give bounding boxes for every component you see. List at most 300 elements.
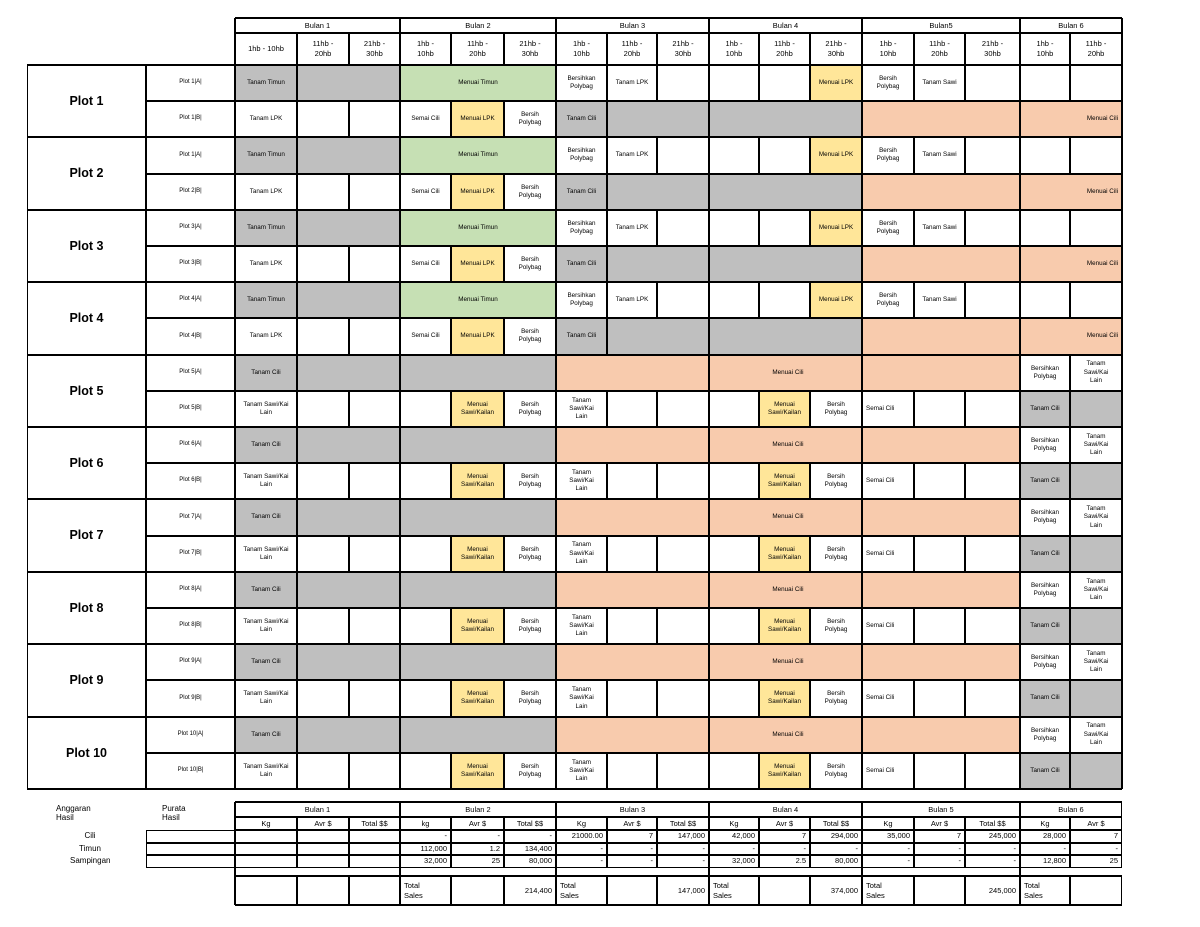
schedule-cell: Menuai Sawi/Kailan bbox=[451, 608, 504, 644]
schedule-cell bbox=[349, 463, 400, 499]
subplot-label: Plot 7|B| bbox=[146, 536, 235, 572]
summary-rule bbox=[235, 875, 1122, 877]
schedule-cell: Menuai Cili bbox=[556, 572, 1020, 608]
schedule-cell bbox=[297, 174, 349, 210]
month-header: Bulan 6 bbox=[1020, 18, 1122, 33]
summary-subheader: Kg bbox=[862, 817, 914, 830]
schedule-cell: Tanam Sawi/Kai Lain bbox=[556, 753, 607, 789]
summary-subheader: Avr $ bbox=[451, 817, 504, 830]
summary-value: 7 bbox=[607, 830, 657, 843]
schedule-cell bbox=[759, 65, 810, 101]
schedule-cell bbox=[1020, 282, 1070, 318]
period-header: 1hb - 10hb bbox=[709, 33, 759, 65]
schedule-cell: Tanam LPK bbox=[607, 137, 657, 173]
schedule-cell bbox=[657, 680, 709, 716]
plot-label: Plot 9 bbox=[27, 644, 146, 716]
schedule-cell bbox=[759, 210, 810, 246]
month-header: Bulan 1 bbox=[235, 18, 400, 33]
schedule-cell: Tanam LPK bbox=[607, 282, 657, 318]
summary-total-cell bbox=[759, 876, 810, 905]
schedule-cell: Tanam LPK bbox=[607, 65, 657, 101]
schedule-cell: Menuai Sawi/Kailan bbox=[759, 608, 810, 644]
summary-subheader: Avr $ bbox=[607, 817, 657, 830]
summary-month-header: Bulan 1 bbox=[235, 802, 400, 817]
period-header: 21hb - 30hb bbox=[657, 33, 709, 65]
total-sales-label: Total Sales bbox=[1020, 876, 1070, 905]
schedule-cell bbox=[914, 463, 965, 499]
schedule-cell: Tanam Sawi/Kai Lain bbox=[556, 608, 607, 644]
summary-subheader: Kg bbox=[235, 817, 297, 830]
summary-value: - bbox=[504, 830, 556, 843]
summary-value: - bbox=[657, 843, 709, 856]
summary-value bbox=[297, 843, 349, 856]
schedule-cell bbox=[297, 101, 349, 137]
schedule-cell: Bersihkan Polybag bbox=[1020, 572, 1070, 608]
schedule-cell: Tanam Sawi/Kai Lain bbox=[1070, 717, 1122, 753]
schedule-cell: Tanam LPK bbox=[235, 246, 297, 282]
summary-subheader: kg bbox=[400, 817, 451, 830]
period-header: 11hb - 20hb bbox=[451, 33, 504, 65]
summary-value: - bbox=[914, 855, 965, 868]
summary-value bbox=[349, 855, 400, 868]
schedule-cell: Tanam Timun bbox=[235, 137, 297, 173]
schedule-cell bbox=[709, 282, 759, 318]
schedule-cell bbox=[607, 101, 709, 137]
schedule-cell: Menuai LPK bbox=[810, 65, 862, 101]
schedule-cell bbox=[297, 246, 349, 282]
total-sales-label: Total Sales bbox=[400, 876, 451, 905]
schedule-cell bbox=[709, 753, 759, 789]
summary-month-separator bbox=[1019, 802, 1021, 905]
total-sales-value: 214,400 bbox=[504, 876, 556, 905]
schedule-cell: Menuai LPK bbox=[451, 246, 504, 282]
schedule-cell: Menuai LPK bbox=[451, 318, 504, 354]
summary-value: - bbox=[556, 855, 607, 868]
schedule-cell bbox=[297, 572, 400, 608]
schedule-cell bbox=[709, 210, 759, 246]
plot-separator bbox=[27, 643, 1122, 645]
summary-row-label: Sampingan bbox=[70, 856, 111, 865]
schedule-cell bbox=[297, 282, 400, 318]
schedule-cell bbox=[297, 463, 349, 499]
summary-total-cell bbox=[451, 876, 504, 905]
schedule-cell bbox=[965, 282, 1020, 318]
schedule-cell: Bersihkan Polybag bbox=[556, 65, 607, 101]
schedule-cell: Menuai Cili bbox=[556, 355, 1020, 391]
summary-value: 134,400 bbox=[504, 843, 556, 856]
plot-separator bbox=[27, 209, 1122, 211]
summary-subheader: Avr $ bbox=[1070, 817, 1122, 830]
schedule-cell bbox=[657, 536, 709, 572]
month-separator bbox=[234, 18, 236, 789]
schedule-cell: Menuai Sawi/Kailan bbox=[451, 753, 504, 789]
schedule-cell bbox=[1070, 463, 1122, 499]
schedule-cell bbox=[607, 536, 657, 572]
summary-value: - bbox=[709, 843, 759, 856]
month-separator bbox=[708, 18, 710, 789]
schedule-cell bbox=[297, 65, 400, 101]
schedule-cell bbox=[400, 644, 556, 680]
schedule-cell bbox=[759, 282, 810, 318]
summary-subheader: Kg bbox=[709, 817, 759, 830]
summary-rule bbox=[235, 904, 1122, 906]
anggaran-label: Anggaran Hasil bbox=[56, 804, 91, 822]
schedule-cell: Menuai LPK bbox=[810, 137, 862, 173]
summary-subheader: Avr $ bbox=[759, 817, 810, 830]
schedule-cell: Menuai Sawi/Kailan bbox=[759, 391, 810, 427]
schedule-cell: Menuai LPK bbox=[810, 210, 862, 246]
schedule-cell: Tanam Cili bbox=[1020, 463, 1070, 499]
schedule-cell: Bersihkan Polybag bbox=[1020, 717, 1070, 753]
schedule-cell: Tanam Timun bbox=[235, 210, 297, 246]
summary-value bbox=[235, 830, 297, 843]
summary-value: 32,000 bbox=[709, 855, 759, 868]
schedule-cell bbox=[297, 499, 400, 535]
schedule-cell bbox=[349, 680, 400, 716]
summary-value: 147,000 bbox=[657, 830, 709, 843]
schedule-cell bbox=[400, 499, 556, 535]
schedule-cell bbox=[709, 680, 759, 716]
schedule-cell: Bersihkan Polybag bbox=[556, 137, 607, 173]
purata-cell bbox=[146, 843, 235, 856]
summary-value bbox=[349, 830, 400, 843]
subplot-label: Plot 3|A| bbox=[146, 210, 235, 246]
summary-month-header: Bulan 4 bbox=[709, 802, 862, 817]
summary-month-separator bbox=[861, 802, 863, 905]
schedule-cell: Tanam Cili bbox=[235, 717, 297, 753]
schedule-cell: Tanam Sawi bbox=[914, 282, 965, 318]
subplot-label: Plot 1|B| bbox=[146, 101, 235, 137]
schedule-cell bbox=[914, 391, 965, 427]
summary-subheader: Total $$ bbox=[504, 817, 556, 830]
schedule-cell bbox=[965, 210, 1020, 246]
schedule-cell bbox=[1070, 608, 1122, 644]
period-header: 1hb - 10hb bbox=[1020, 33, 1070, 65]
subplot-label: Plot 5|B| bbox=[146, 391, 235, 427]
subplot-label: Plot 10|B| bbox=[146, 753, 235, 789]
month-header: Bulan 2 bbox=[400, 18, 556, 33]
summary-value: - bbox=[400, 830, 451, 843]
summary-value: - bbox=[965, 843, 1020, 856]
summary-month-header: Bulan 5 bbox=[862, 802, 1020, 817]
header-rule bbox=[235, 17, 1122, 19]
summary-subheader: Total $$ bbox=[965, 817, 1020, 830]
schedule-cell: Tanam Cili bbox=[1020, 536, 1070, 572]
period-header: 21hb - 30hb bbox=[965, 33, 1020, 65]
total-sales-value: 245,000 bbox=[965, 876, 1020, 905]
schedule-cell bbox=[400, 427, 556, 463]
schedule-cell bbox=[297, 717, 400, 753]
plot-separator bbox=[27, 426, 1122, 428]
purata-cell bbox=[146, 830, 235, 843]
summary-total-cell bbox=[1070, 876, 1122, 905]
schedule-cell bbox=[1070, 391, 1122, 427]
schedule-cell bbox=[1070, 65, 1122, 101]
plot-separator bbox=[27, 498, 1122, 500]
schedule-cell bbox=[1020, 210, 1070, 246]
schedule-cell: Tanam Sawi/Kai Lain bbox=[235, 391, 297, 427]
schedule-cell: Menuai Cili bbox=[862, 318, 1122, 354]
plot-label: Plot 8 bbox=[27, 572, 146, 644]
plot-label: Plot 1 bbox=[27, 65, 146, 137]
schedule-cell: Bersih Polybag bbox=[504, 536, 556, 572]
month-header: Bulan5 bbox=[862, 18, 1020, 33]
schedule-cell bbox=[1070, 680, 1122, 716]
schedule-cell: Semai Cili bbox=[862, 753, 914, 789]
schedule-cell bbox=[349, 608, 400, 644]
summary-total-cell bbox=[914, 876, 965, 905]
schedule-cell: Bersih Polybag bbox=[504, 174, 556, 210]
subplot-label: Plot 10|A| bbox=[146, 717, 235, 753]
summary-row-label: Cili bbox=[84, 831, 96, 840]
summary-total-cell bbox=[607, 876, 657, 905]
summary-value: - bbox=[759, 843, 810, 856]
schedule-cell: Semai Cili bbox=[862, 680, 914, 716]
summary-total-cell bbox=[349, 876, 400, 905]
schedule-cell bbox=[657, 65, 709, 101]
schedule-cell bbox=[965, 536, 1020, 572]
schedule-cell bbox=[709, 391, 759, 427]
schedule-cell bbox=[297, 137, 400, 173]
schedule-cell bbox=[349, 753, 400, 789]
schedule-cell bbox=[349, 536, 400, 572]
summary-value: 7 bbox=[914, 830, 965, 843]
summary-value: 112,000 bbox=[400, 843, 451, 856]
plot-separator bbox=[27, 281, 1122, 283]
summary-value: 12,800 bbox=[1020, 855, 1070, 868]
schedule-cell: Tanam Cili bbox=[235, 644, 297, 680]
schedule-cell bbox=[297, 644, 400, 680]
plot-label: Plot 10 bbox=[27, 717, 146, 789]
schedule-cell bbox=[709, 101, 862, 137]
schedule-cell: Tanam LPK bbox=[235, 318, 297, 354]
summary-month-separator bbox=[708, 802, 710, 905]
schedule-cell bbox=[297, 355, 400, 391]
summary-month-header: Bulan 3 bbox=[556, 802, 709, 817]
schedule-cell: Tanam Cili bbox=[235, 572, 297, 608]
summary-row-label: Timun bbox=[79, 843, 101, 853]
schedule-cell: Tanam Cili bbox=[235, 355, 297, 391]
schedule-cell: Tanam Sawi bbox=[914, 210, 965, 246]
schedule-cell bbox=[400, 753, 451, 789]
plot-separator bbox=[27, 716, 1122, 718]
schedule-cell: Menuai LPK bbox=[810, 282, 862, 318]
summary-value: 25 bbox=[1070, 855, 1122, 868]
summary-value: - bbox=[810, 843, 862, 856]
schedule-cell: Tanam LPK bbox=[607, 210, 657, 246]
schedule-cell: Tanam Cili bbox=[556, 318, 607, 354]
subplot-label: Plot 8|A| bbox=[146, 572, 235, 608]
schedule-cell bbox=[914, 680, 965, 716]
total-sales-label: Total Sales bbox=[556, 876, 607, 905]
summary-value: 294,000 bbox=[810, 830, 862, 843]
schedule-cell bbox=[914, 536, 965, 572]
schedule-cell: Bersih Polybag bbox=[810, 536, 862, 572]
plot-label: Plot 2 bbox=[27, 137, 146, 209]
schedule-cell bbox=[709, 174, 862, 210]
schedule-cell: Bersihkan Polybag bbox=[1020, 427, 1070, 463]
month-separator bbox=[1121, 18, 1123, 789]
subplot-label: Plot 4|B| bbox=[146, 318, 235, 354]
schedule-cell: Menuai Cili bbox=[862, 246, 1122, 282]
schedule-cell: Tanam Cili bbox=[1020, 680, 1070, 716]
schedule-cell bbox=[297, 210, 400, 246]
schedule-cell bbox=[607, 391, 657, 427]
schedule-cell bbox=[709, 246, 862, 282]
schedule-cell bbox=[965, 391, 1020, 427]
schedule-cell: Menuai Sawi/Kailan bbox=[451, 680, 504, 716]
summary-value: - bbox=[607, 855, 657, 868]
schedule-cell: Bersih Polybag bbox=[504, 608, 556, 644]
period-header: 1hb - 10hb bbox=[556, 33, 607, 65]
summary-value: 7 bbox=[1070, 830, 1122, 843]
schedule-cell: Bersih Polybag bbox=[504, 318, 556, 354]
total-sales-value: 374,000 bbox=[810, 876, 862, 905]
schedule-cell: Tanam Sawi/Kai Lain bbox=[1070, 499, 1122, 535]
schedule-cell bbox=[400, 536, 451, 572]
summary-month-header: Bulan 6 bbox=[1020, 802, 1122, 817]
period-header: 1hb - 10hb bbox=[862, 33, 914, 65]
schedule-cell: Bersih Polybag bbox=[810, 608, 862, 644]
schedule-cell bbox=[607, 318, 709, 354]
schedule-cell: Bersih Polybag bbox=[504, 391, 556, 427]
schedule-cell bbox=[1070, 282, 1122, 318]
summary-value: 28,000 bbox=[1020, 830, 1070, 843]
schedule-cell bbox=[965, 137, 1020, 173]
period-header: 1hb - 10hb bbox=[235, 33, 297, 65]
summary-value bbox=[349, 843, 400, 856]
schedule-cell bbox=[709, 65, 759, 101]
month-separator bbox=[1019, 18, 1021, 789]
summary-month-header: Bulan 2 bbox=[400, 802, 556, 817]
purata-spacer bbox=[146, 868, 235, 906]
schedule-cell: Bersihkan Polybag bbox=[556, 282, 607, 318]
subplot-label: Plot 9|A| bbox=[146, 644, 235, 680]
schedule-cell: Semai Cili bbox=[862, 463, 914, 499]
total-sales-label: Total Sales bbox=[862, 876, 914, 905]
schedule-cell bbox=[657, 463, 709, 499]
summary-value: 35,000 bbox=[862, 830, 914, 843]
schedule-cell: Tanam LPK bbox=[235, 101, 297, 137]
purata-cell bbox=[146, 855, 235, 868]
schedule-cell: Tanam Sawi/Kai Lain bbox=[235, 680, 297, 716]
schedule-cell bbox=[965, 753, 1020, 789]
schedule-cell: Tanam Sawi/Kai Lain bbox=[556, 391, 607, 427]
summary-total-cell bbox=[235, 876, 297, 905]
summary-value: 21000.00 bbox=[556, 830, 607, 843]
schedule-cell: Bersih Polybag bbox=[862, 65, 914, 101]
schedule-cell: Tanam Sawi/Kai Lain bbox=[556, 680, 607, 716]
schedule-cell bbox=[607, 680, 657, 716]
summary-value bbox=[297, 830, 349, 843]
schedule-cell bbox=[349, 318, 400, 354]
subplot-label: Plot 1|A| bbox=[146, 65, 235, 101]
summary-total-cell bbox=[297, 876, 349, 905]
schedule-cell: Menuai LPK bbox=[451, 101, 504, 137]
schedule-cell bbox=[965, 65, 1020, 101]
schedule-cell: Bersih Polybag bbox=[810, 391, 862, 427]
schedule-cell bbox=[400, 463, 451, 499]
plot-separator bbox=[27, 571, 1122, 573]
schedule-cell bbox=[400, 391, 451, 427]
summary-rule bbox=[235, 801, 1122, 803]
schedule-cell bbox=[349, 246, 400, 282]
schedule-cell bbox=[297, 391, 349, 427]
subplot-label: Plot 3|B| bbox=[146, 246, 235, 282]
subplot-label: Plot 6|A| bbox=[146, 427, 235, 463]
schedule-cell: Menuai Cili bbox=[556, 644, 1020, 680]
subplot-label: Plot 8|B| bbox=[146, 608, 235, 644]
month-separator bbox=[555, 18, 557, 789]
schedule-cell bbox=[297, 318, 349, 354]
schedule-cell: Bersihkan Polybag bbox=[1020, 644, 1070, 680]
period-header: 11hb - 20hb bbox=[759, 33, 810, 65]
summary-value: 80,000 bbox=[810, 855, 862, 868]
schedule-cell: Tanam Cili bbox=[556, 246, 607, 282]
summary-value: - bbox=[607, 843, 657, 856]
summary-value: - bbox=[657, 855, 709, 868]
summary-value: - bbox=[914, 843, 965, 856]
schedule-cell: Semai Cili bbox=[400, 318, 451, 354]
schedule-cell: Menuai Cili bbox=[862, 174, 1122, 210]
schedule-cell bbox=[297, 680, 349, 716]
schedule-cell bbox=[709, 137, 759, 173]
schedule-cell: Tanam Timun bbox=[235, 282, 297, 318]
schedule-cell: Tanam Cili bbox=[235, 427, 297, 463]
schedule-cell bbox=[1020, 137, 1070, 173]
schedule-cell bbox=[759, 137, 810, 173]
schedule-cell: Menuai Timun bbox=[400, 137, 556, 173]
schedule-cell bbox=[965, 463, 1020, 499]
schedule-cell: Bersih Polybag bbox=[862, 137, 914, 173]
summary-value: - bbox=[1020, 843, 1070, 856]
schedule-cell: Bersih Polybag bbox=[504, 753, 556, 789]
schedule-cell bbox=[1070, 210, 1122, 246]
summary-subheader: Avr $ bbox=[914, 817, 965, 830]
schedule-cell: Tanam Cili bbox=[235, 499, 297, 535]
schedule-cell bbox=[400, 608, 451, 644]
schedule-cell bbox=[709, 463, 759, 499]
schedule-cell bbox=[657, 608, 709, 644]
schedule-cell: Tanam Cili bbox=[1020, 608, 1070, 644]
summary-value: 42,000 bbox=[709, 830, 759, 843]
schedule-cell bbox=[400, 717, 556, 753]
schedule-cell bbox=[297, 608, 349, 644]
schedule-cell: Tanam Timun bbox=[235, 65, 297, 101]
schedule-cell: Tanam Sawi/Kai Lain bbox=[235, 608, 297, 644]
subplot-label: Plot 1|A| bbox=[146, 137, 235, 173]
summary-value: - bbox=[862, 855, 914, 868]
period-header: 11hb - 20hb bbox=[297, 33, 349, 65]
schedule-cell: Tanam Sawi/Kai Lain bbox=[1070, 644, 1122, 680]
schedule-cell bbox=[965, 680, 1020, 716]
schedule-cell: Semai Cili bbox=[862, 536, 914, 572]
schedule-cell: Semai Cili bbox=[862, 608, 914, 644]
schedule-cell bbox=[349, 391, 400, 427]
period-header: 11hb - 20hb bbox=[607, 33, 657, 65]
schedule-cell: Bersih Polybag bbox=[504, 101, 556, 137]
schedule-cell: Tanam Sawi/Kai Lain bbox=[235, 463, 297, 499]
summary-value: - bbox=[1070, 843, 1122, 856]
summary-subheader: Total $$ bbox=[810, 817, 862, 830]
summary-month-separator bbox=[399, 802, 401, 905]
schedule-cell bbox=[1070, 536, 1122, 572]
schedule-cell: Menuai Sawi/Kailan bbox=[451, 463, 504, 499]
schedule-cell bbox=[297, 536, 349, 572]
summary-month-separator bbox=[234, 802, 236, 905]
subplot-label: Plot 4|A| bbox=[146, 282, 235, 318]
schedule-cell: Menuai Timun bbox=[400, 65, 556, 101]
